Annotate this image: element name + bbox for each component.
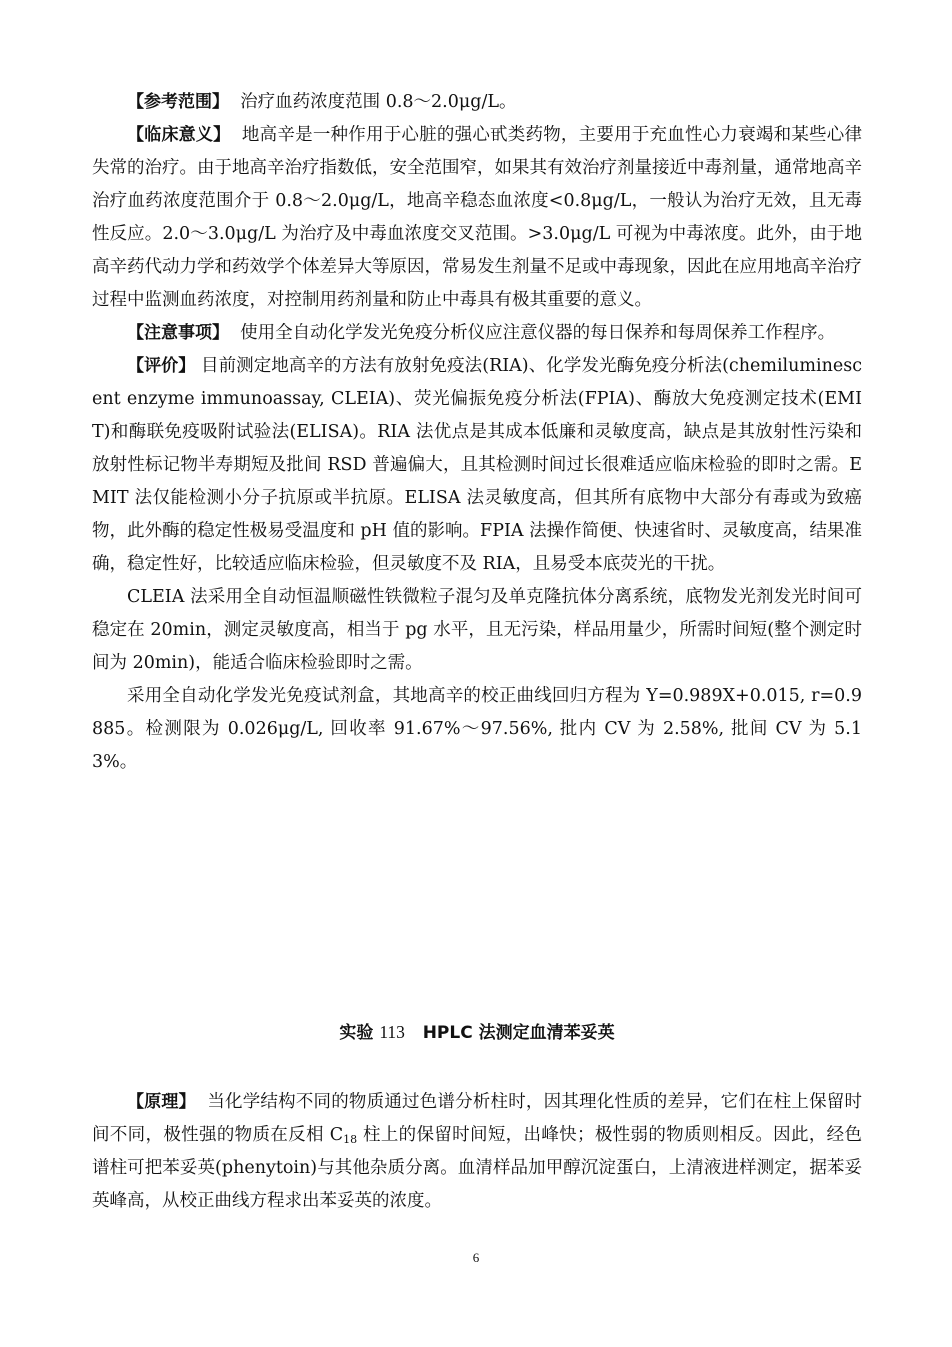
principle-paragraph — [92, 1086, 862, 1218]
precautions-heading: 【注意事项】 — [127, 323, 229, 343]
section-prefix: 实验 — [339, 1023, 374, 1043]
page-number: 6 — [472, 1250, 480, 1265]
section-number: 113 — [379, 1022, 405, 1042]
reference-range-paragraph — [92, 86, 862, 119]
clinical-significance-paragraph — [92, 119, 862, 317]
reference-range-heading: 【参考范围】 — [127, 92, 229, 112]
precautions-paragraph — [92, 317, 862, 350]
evaluation-paragraph — [92, 350, 862, 581]
evaluation-heading: 【评价】 — [127, 356, 196, 376]
principle-subscript: 18 — [343, 1133, 358, 1146]
cleia-paragraph: CLEIA 法采用全自动恒温顺磁性铁微粒子混匀及单克隆抗体分离系统，底物发光剂发光时间可稳定在 20min，测定灵敏度高，相当于 pg 水平，且无污染，样品用量少，所需时间短(整个测定时间为 20min)，能适合临床检验即时之需。 — [92, 587, 862, 673]
kit-paragraph: 采用全自动化学发光免疫试剂盒，其地高辛的校正曲线回归方程为 Y=0.989X+0.015, r=0.9885。检测限为 0.026μg/L, 回收率 91.67%～97.56%, 批内 CV 为 2.58%, 批间 CV 为 5.13%。 — [92, 686, 862, 772]
section-title-text: HPLC 法测定血清苯妥英 — [422, 1023, 615, 1043]
principle-block — [92, 1086, 862, 1218]
principle-text-start: 当化学结构不同的物质通过色谱分析柱时，因其理化性质的差异，它们在柱上保留时间不同，极性强的物质在反相 C — [92, 1092, 862, 1145]
principle-text-end: 柱上的保留时间短，出峰快；极性弱的物质则相反。因此，经色谱柱可把苯妥英(phenytoin)与其他杂质分离。血清样品加甲醇沉淀蛋白，上清液进样测定，据苯妥英峰高，从校正曲线方程求出苯妥英的浓度。 — [92, 1125, 863, 1211]
evaluation-text: 目前测定地高辛的方法有放射免疫法(RIA)、化学发光酶免疫分析法(chemiluminescent enzyme immunoassay, CLEIA)、荧光偏振免疫分析法(FPIA)、酶放大免疫测定技术(EMIT)和酶联免疫吸附试验法(ELISA)。RIA 法优点是其成本低廉和灵敏度高，缺点是其放射性污染和放射性标记物半寿期短及批间 RSD 普遍偏大，且其检测时间过长很难适应临床检验的即时之需。EMIT 法仅能检测小分子抗原或半抗原。ELISA 法灵敏度高，但其所有底物中大部分有毒或为致癌物，此外酶的稳定性极易受温度和 pH 值的影响。FPIA 法操作简便、快速省时、灵敏度高，结果准确，稳定性好，比较适应临床检验，但灵敏度不及 RIA，且易受本底荧光的干扰。 — [92, 356, 863, 574]
clinical-significance-heading: 【临床意义】 — [127, 125, 231, 145]
section-title — [92, 1016, 862, 1050]
principle-heading: 【原理】 — [127, 1092, 196, 1112]
clinical-significance-text: 地高辛是一种作用于心脏的强心甙类药物，主要用于充血性心力衰竭和某些心律失常的治疗。由于地高辛治疗指数低，安全范围窄，如果其有效治疗剂量接近中毒剂量，通常地高辛治疗血药浓度范围介于 0.8～2.0μg/L，地高辛稳态血浓度<0.8μg/L，一般认为治疗无效，且无毒性反应。2.0～3.0μg/L 为治疗及中毒血浓度交叉范围。>3.0μg/L 可视为中毒浓度。此外，由于地高辛药代动力学和药效学个体差异大等原因，常易发生剂量不足或中毒现象，因此在应用地高辛治疗过程中监测血药浓度，对控制用药剂量和防止中毒具有极其重要的意义。 — [92, 125, 862, 310]
reference-range-text: 治疗血药浓度范围 0.8～2.0μg/L。 — [240, 92, 517, 112]
upper-content — [92, 86, 862, 779]
precautions-text: 使用全自动化学发光免疫分析仪应注意仪器的每日保养和每周保养工作程序。 — [240, 323, 836, 343]
